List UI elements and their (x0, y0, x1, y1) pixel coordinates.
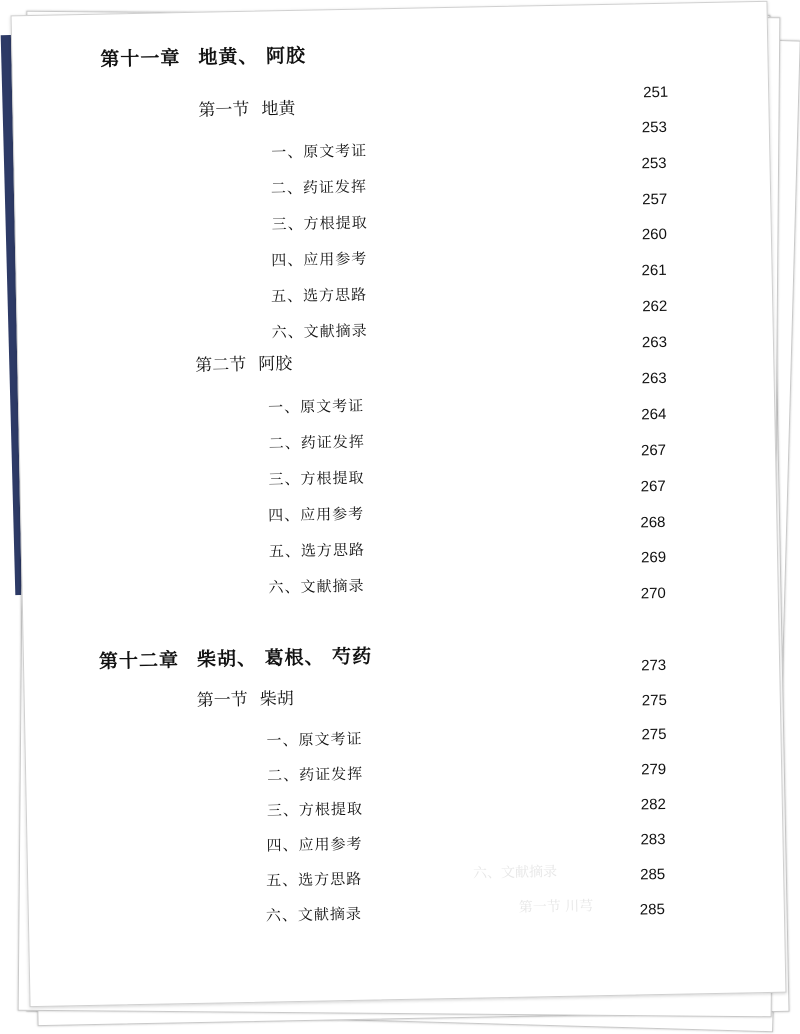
section-heading (196, 684, 293, 711)
toc-item: 五、选方思路 (270, 285, 368, 306)
toc-page (11, 1, 787, 1007)
toc-item: 一、原文考证 (271, 141, 368, 162)
toc-item: 四、应用参考 (266, 834, 363, 855)
page-number: 285 (640, 865, 666, 884)
chapter-heading (100, 41, 306, 72)
toc-item: 一、原文考证 (267, 396, 365, 417)
toc-item: 五、选方思路 (266, 869, 363, 890)
show-through-text-1: 六、文献摘录 (472, 864, 558, 882)
page-number: 264 (641, 405, 667, 424)
chapter-number: 第十二章 (98, 649, 180, 673)
toc-item: 二、药证发挥 (268, 432, 365, 453)
toc-item: 六、文献摘录 (265, 904, 363, 925)
toc-item: 六、文献摘录 (271, 321, 368, 342)
page-number: 267 (640, 477, 666, 496)
page-number: 270 (640, 584, 666, 603)
toc-item: 五、选方思路 (268, 540, 366, 561)
page-number: 260 (641, 225, 668, 244)
chapter-number: 第十一章 (100, 47, 181, 71)
page-number: 261 (641, 261, 667, 280)
page-number: 267 (640, 441, 667, 460)
section-heading (198, 94, 295, 121)
toc-item: 四、应用参考 (271, 249, 368, 270)
toc-item: 六、文献摘录 (268, 576, 365, 597)
section-heading (195, 349, 292, 376)
chapter-heading (99, 642, 373, 674)
section-number: 第一节 (196, 689, 248, 711)
page-number: 253 (641, 154, 667, 173)
toc-item: 三、方根提取 (266, 799, 364, 820)
chapter-title: 柴胡、 葛根、 芍药 (196, 645, 373, 671)
page-number: 279 (640, 760, 667, 779)
toc-item: 四、应用参考 (268, 504, 365, 525)
section-number: 第一节 (198, 99, 250, 121)
page-number: 269 (640, 548, 667, 567)
page-number: 285 (639, 900, 666, 919)
section-title: 柴胡 (259, 689, 294, 710)
chapter-title: 地黄、 阿胶 (198, 44, 307, 69)
page-number: 283 (640, 830, 666, 849)
toc-item: 二、药证发挥 (270, 177, 368, 198)
page-number: 262 (642, 297, 668, 316)
page-number: 257 (642, 190, 668, 209)
show-through-text-2: 第一节 川芎 (518, 898, 594, 916)
section-number: 第二节 (195, 354, 247, 376)
page-number: 282 (640, 795, 667, 814)
page-number: 273 (640, 656, 667, 675)
page-number: 268 (640, 513, 666, 532)
toc-item: 二、药证发挥 (267, 764, 364, 785)
page-number: 263 (641, 369, 667, 388)
section-title: 阿胶 (258, 354, 293, 375)
page-number: 251 (642, 83, 669, 102)
toc-item: 三、方根提取 (271, 213, 368, 234)
toc-item: 一、原文考证 (266, 729, 363, 750)
section-title: 地黄 (261, 98, 296, 120)
page-number: 253 (641, 118, 668, 137)
page-number: 275 (641, 691, 668, 710)
toc-item: 三、方根提取 (268, 468, 365, 489)
page-number: 275 (641, 725, 667, 744)
page-number: 263 (641, 333, 668, 352)
